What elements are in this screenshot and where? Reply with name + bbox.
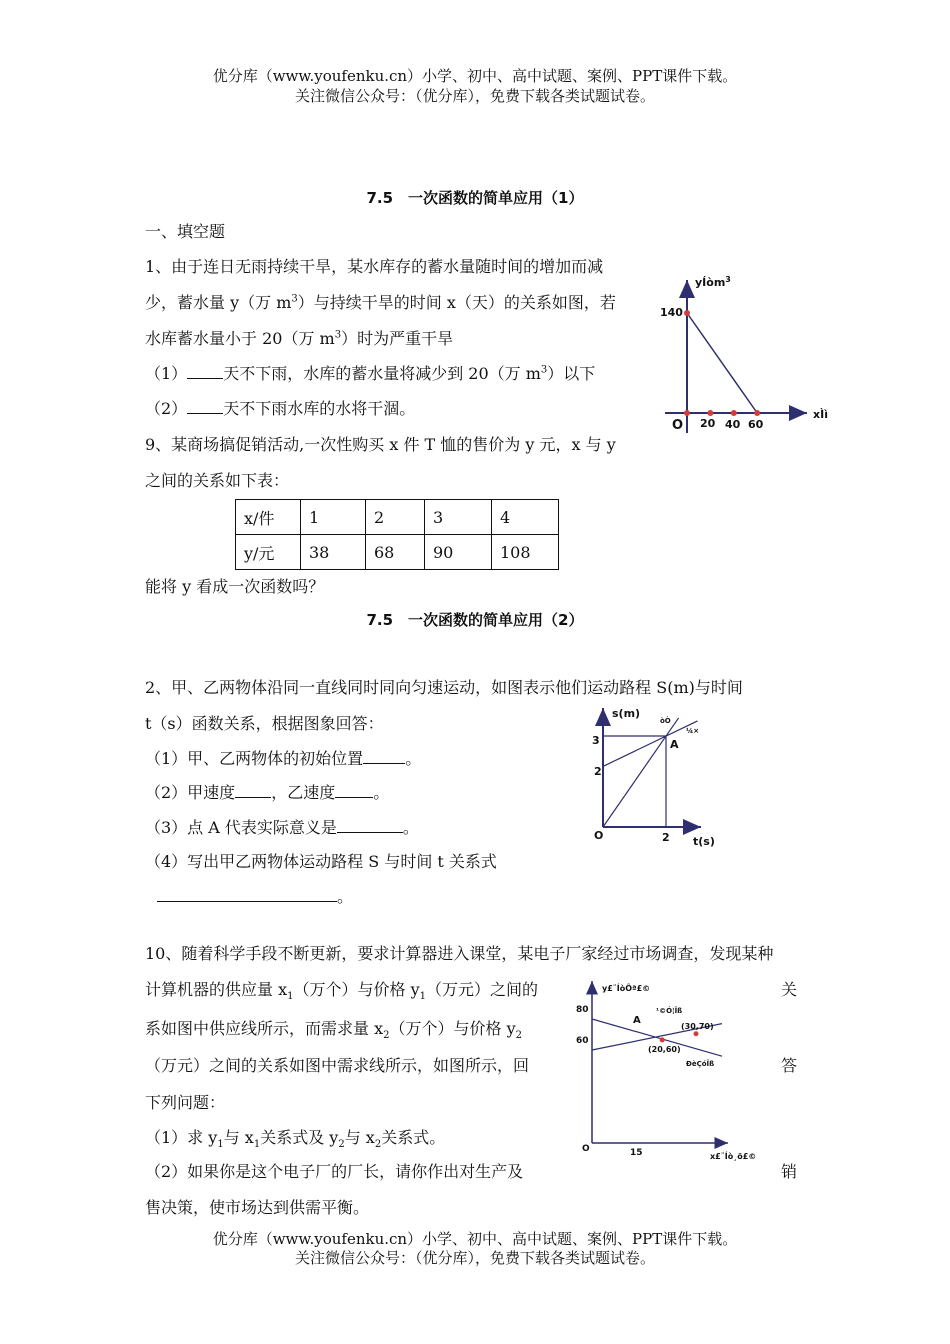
reservoir-chart (655, 268, 835, 438)
answer-blank[interactable] (157, 887, 337, 902)
y-axis-label: s(m) (612, 707, 641, 720)
q2-line-2: t（s）函数关系，根据图象回答： (145, 714, 384, 733)
q1-line-1: 1、由于连日无雨持续干旱，某水库存的蓄水量随时间的增加而减 (145, 257, 604, 276)
supply-demand-chart (570, 975, 770, 1165)
y-axis-label: yÍòm$^3$ (695, 275, 731, 289)
footer-line-2: 关注微信公众号：（优分库），免费下载各类试题试卷。 (294, 1249, 655, 1267)
q10-sub-1: （1）求 $y_1$与 $x_1$关系式及 $y_2$与 $x_2$关系式。 (145, 1128, 446, 1151)
table-cell: 68 (366, 535, 425, 570)
q2-sub-4: （4）写出甲乙两物体运动路程 S 与时间 t 关系式 (145, 852, 497, 871)
y-axis-label: y£¨ÍòÔª£© (602, 984, 651, 993)
origin-label: O (582, 1144, 590, 1154)
q10-line-5: 下列问题： (145, 1093, 226, 1112)
data-point (684, 410, 690, 416)
section-1-title: 7.5 一次函数的简单应用（1） (366, 189, 584, 207)
q2-answer-line: 。 (157, 884, 353, 907)
data-point (754, 410, 760, 416)
answer-blank[interactable] (187, 399, 223, 414)
q10-sub-2: （2）如果你是这个电子厂的厂长，请你作出对生产及 (145, 1162, 524, 1181)
q10-line-1: 10、随着科学手段不断更新，要求计算器进入课堂，某电子厂家经过市场调查，发现某种 (145, 944, 774, 963)
q10-line-8: 售决策，使市场达到供需平衡。 (145, 1198, 370, 1217)
q10-line-4: （万元）之间的关系如图中需求线所示，如图所示，回 (145, 1056, 530, 1075)
table-row (236, 500, 559, 535)
y-tick-60: 60 (576, 1036, 589, 1046)
section-2-title: 7.5 一次函数的简单应用（2） (366, 611, 584, 629)
q1-line-2: 少，蓄水量 y（万 $m^3$）与持续干旱的时间 x（天）的关系如图，若 (145, 293, 616, 312)
part-label: 一、填空题 (145, 222, 226, 241)
y-tick-3: 3 (592, 734, 600, 747)
x-axis-label: xÌì (813, 408, 828, 421)
x-axis-label: x£¨Íò¸ö£© (710, 1152, 757, 1161)
answer-blank[interactable] (335, 783, 373, 798)
annotation-20-60: (20,60) (648, 1045, 681, 1054)
q10-line-2-end: 关 (781, 980, 798, 999)
header-line-2: 关注微信公众号：（优分库），免费下载各类试题试卷。 (294, 87, 655, 105)
series-yi-label: òÒ (660, 717, 671, 725)
table-cell: 90 (425, 535, 492, 570)
q2-line-1: 2、甲、乙两物体沿同一直线同时同向匀速运动，如图表示他们运动路程 S(m)与时间 (145, 678, 743, 697)
q10-line-2: 计算机器的供应量 $x_1$（万个）与价格 $y_1$（万元）之间的 (145, 980, 539, 1003)
table-cell: 108 (492, 535, 559, 570)
x-axis-label: t(s) (693, 835, 715, 848)
demand-line-label: ÐèÇóÏß (686, 1060, 715, 1068)
supply-line-label: ¹©Ó¦Ïß (656, 1007, 683, 1015)
x-tick-40: 40 (725, 418, 741, 431)
point-30-70 (694, 1031, 699, 1036)
point-20-60 (660, 1037, 665, 1042)
table-cell: y/元 (236, 535, 301, 570)
x-tick-20: 20 (700, 417, 716, 430)
annotation-30-70: (30,70) (681, 1022, 714, 1031)
table-cell: 3 (425, 500, 492, 535)
y-tick-80: 80 (576, 1005, 589, 1015)
q1-sub-2: （2） 天不下雨水库的水将干涸。 (145, 399, 416, 418)
answer-blank[interactable] (363, 749, 405, 764)
point-a-label: A (633, 1015, 641, 1026)
table-cell: 38 (301, 535, 366, 570)
y-tick-140: 140 (660, 306, 683, 319)
point-a-label: A (670, 738, 679, 751)
table-cell: 1 (301, 500, 366, 535)
table-cell: 2 (366, 500, 425, 535)
q1-line-3: 水库蓄水量小于 20（万 $m^3$）时为严重干旱 (145, 329, 454, 348)
motion-chart (588, 702, 728, 852)
price-table (235, 499, 559, 570)
q10-sub-2-end: 销 (781, 1162, 798, 1181)
x-tick-15: 15 (630, 1148, 643, 1158)
table-cell: 4 (492, 500, 559, 535)
q2-sub-3: （3）点 A 代表实际意义是 。 (145, 818, 419, 837)
x-tick-60: 60 (748, 418, 764, 431)
data-point (731, 410, 737, 416)
answer-blank[interactable] (187, 364, 223, 379)
q9-line-2: 之间的关系如下表： (145, 471, 290, 490)
storage-line (687, 313, 757, 413)
q2-sub-1: （1）甲、乙两物体的初始位置 。 (145, 749, 422, 768)
q9-line-1: 9、某商场搞促销活动,一次性购买 x 件 T 恤的售价为 y 元，x 与 y (145, 435, 616, 454)
origin-label: O (594, 829, 604, 842)
table-row (236, 535, 559, 570)
header-line-1: 优分库（www.youfenku.cn）小学、初中、高中试题、案例、PPT课件下载。 (212, 67, 738, 85)
y-tick-2: 2 (594, 765, 602, 778)
x-tick-2: 2 (662, 831, 670, 844)
q10-line-4-end: 答 (781, 1056, 798, 1075)
q10-line-3: 系如图中供应线所示，而需求量 $x_2$（万个）与价格 $y_2$ (145, 1019, 523, 1042)
q2-sub-2: （2）甲速度 ，乙速度 。 (145, 783, 390, 802)
table-cell: x/件 (236, 500, 301, 535)
origin-label: O (672, 418, 684, 433)
data-point (684, 310, 690, 316)
footer-line-1: 优分库（www.youfenku.cn）小学、初中、高中试题、案例、PPT课件下载。 (212, 1230, 738, 1248)
answer-blank[interactable] (235, 783, 271, 798)
data-point (707, 410, 713, 416)
q1-sub-1: （1） 天不下雨，水库的蓄水量将减少到 20（万 $m^3$）以下 (145, 364, 596, 383)
series-jia-line (603, 718, 679, 827)
series-jia-label: ¼× (686, 727, 700, 735)
q9-question: 能将 y 看成一次函数吗？ (145, 577, 325, 596)
answer-blank[interactable] (337, 818, 403, 833)
